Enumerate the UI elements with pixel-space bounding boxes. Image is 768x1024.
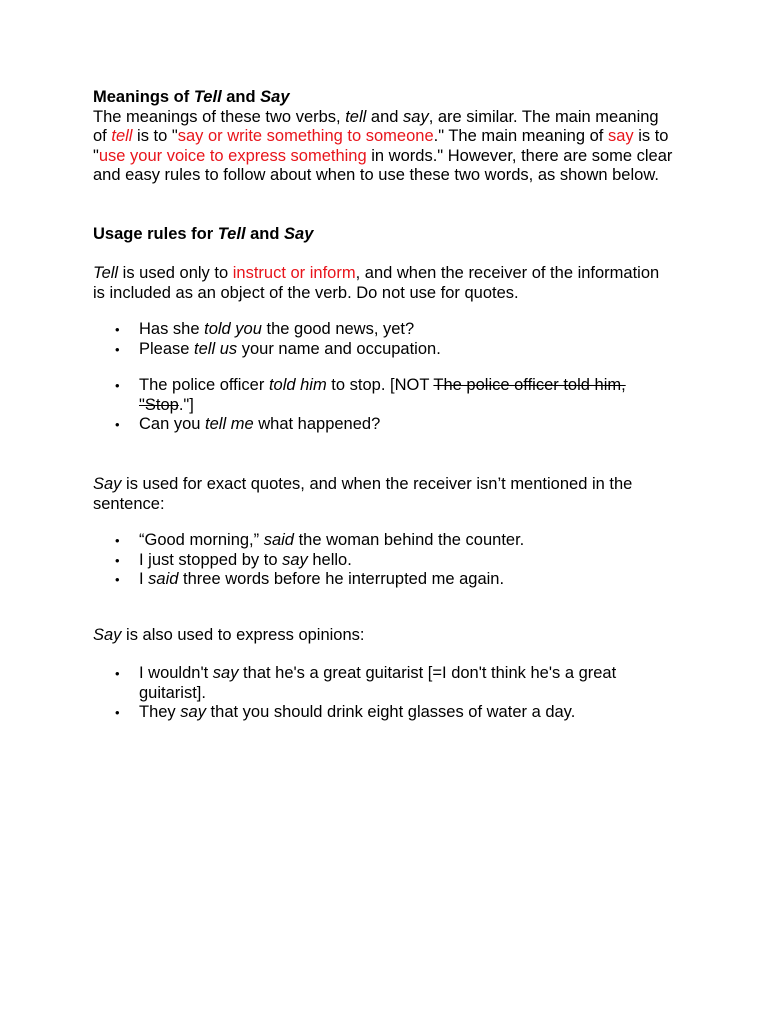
list-item: • Please tell us your name and occupation.	[115, 339, 441, 358]
bullet-icon: •	[115, 572, 120, 587]
bullet-icon: •	[115, 341, 120, 357]
list-item: • I said three words before he interrupted me again.	[115, 570, 505, 588]
opinion-examples-list	[93, 664, 673, 723]
heading-text: and	[221, 88, 261, 106]
bullet-icon: •	[115, 705, 120, 720]
bullet-icon: •	[115, 378, 120, 393]
say-opinion-paragraph: Say is also used to express opinions:	[93, 626, 365, 644]
say-rule-paragraph: Say is used for exact quotes, and when the receiver isn’t mentioned in the sentence:	[93, 475, 633, 513]
list-item: • “Good morning,” said the woman behind the counter.	[115, 531, 525, 549]
tell-rule-paragraph: Tell is used only to instruct or inform, and when the receiver of the information is included as an object of the verb. Do not use for quotes.	[93, 264, 660, 302]
meanings-section	[93, 88, 673, 186]
tell-highlight: tell	[111, 127, 133, 145]
say-meaning-highlight: use your voice to express something	[98, 146, 367, 165]
say-examples-list	[93, 531, 673, 590]
list-item: • They say that you should drink eight glasses of water a day.	[115, 703, 576, 721]
heading-text: Meanings of	[93, 88, 194, 106]
bullet-icon: •	[115, 533, 120, 548]
tell-examples-list	[93, 320, 673, 435]
struck-example: The police officer told him, "Stop	[139, 376, 626, 414]
usage-rules-heading: Usage rules for Tell and Say	[93, 225, 314, 243]
heading-say: Say	[260, 88, 290, 106]
bullet-icon: •	[115, 322, 120, 337]
tell-meaning-highlight: say or write something to someone	[177, 127, 434, 145]
list-item: • Has she told you the good news, yet?	[115, 320, 415, 338]
list-item: • I wouldn't say that he's a great guitarist [=I don't think he's a great guitarist].	[115, 664, 617, 702]
list-item: • The police officer told him to stop. [NOT The police officer told him, "Stop."]	[115, 376, 626, 414]
say-highlight: say	[607, 127, 634, 145]
bullet-icon: •	[115, 666, 120, 681]
meanings-paragraph: The meanings of these two verbs, tell and say, are similar. The main meaning of tell is to "say or write something to someone." The main meaning of say is to "use your voice to express something in words." However, there are some clear and easy rules to follow about when to use these two words, as shown below.	[93, 107, 673, 184]
list-item: • Can you tell me what happened?	[115, 415, 381, 433]
bullet-icon: •	[115, 417, 120, 432]
list-item: • I just stopped by to say hello.	[115, 550, 352, 569]
meanings-heading	[93, 88, 673, 108]
bullet-icon: •	[115, 552, 120, 568]
heading-tell: Tell	[193, 88, 222, 106]
instruct-inform-highlight: instruct or inform	[232, 264, 356, 282]
